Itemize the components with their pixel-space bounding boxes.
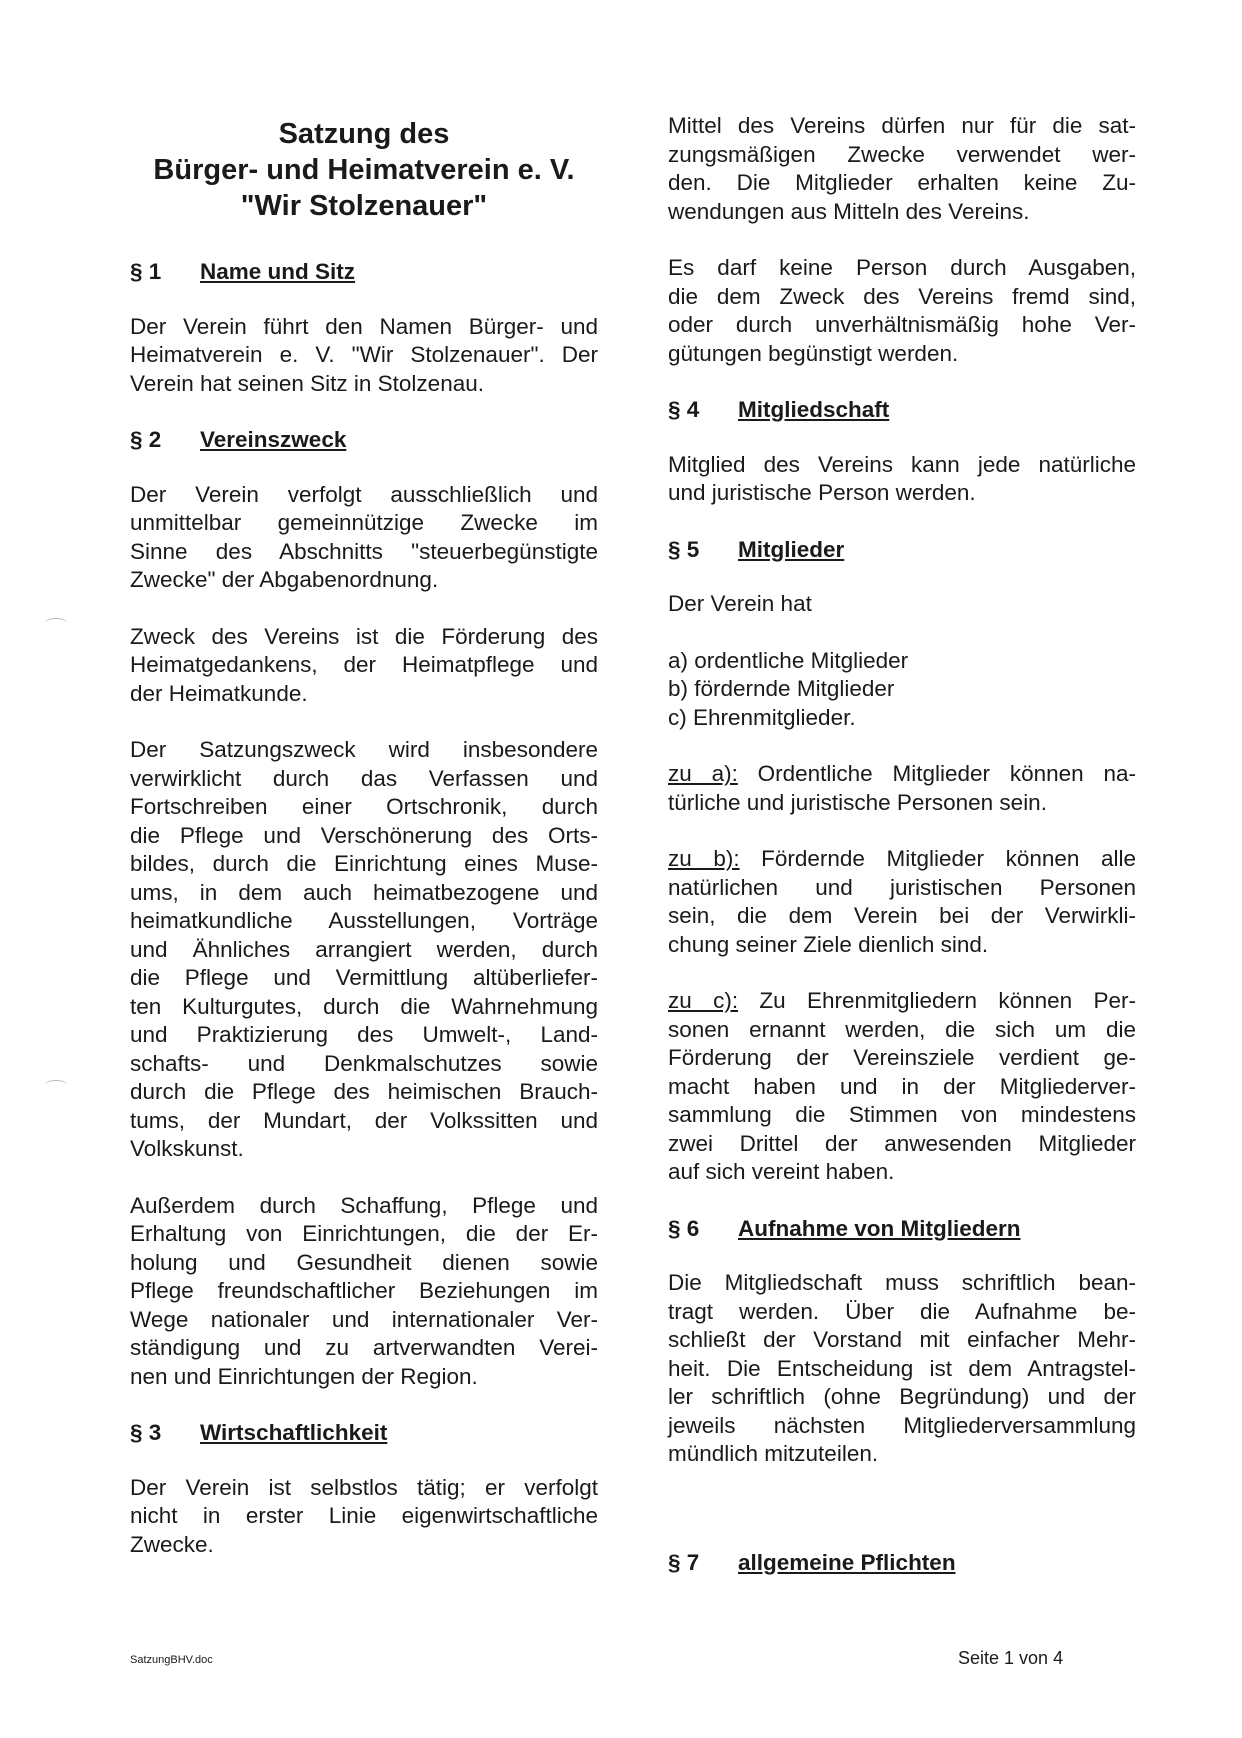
section-heading-1 — [130, 258, 598, 287]
text-line: verwirklicht durch das Verfassen und — [130, 765, 598, 791]
text-line: die Pflege und Vermittlung altüberliefer- — [130, 965, 598, 990]
text-line: Sinne des Abschnitts "steuerbegünstigte — [130, 538, 598, 564]
right-column — [668, 112, 1136, 1603]
section-heading-4 — [668, 396, 1136, 425]
text-line: sammlung die Stimmen von mindestens — [668, 1102, 1136, 1127]
section-number: § 1 — [130, 259, 162, 284]
text-line: Erhaltung von Einrichtungen, die der Er- — [130, 1221, 598, 1246]
text-line: auf sich vereint haben. — [668, 1159, 895, 1184]
spacer — [668, 1497, 1136, 1549]
text-line: Zwecke" der Abgabenordnung. — [130, 567, 439, 592]
text-line: nicht in erster Linie eigenwirtschaftliche — [130, 1503, 598, 1528]
text-line: Mitglied des Vereins kann jede natürliche — [668, 451, 1136, 477]
section-heading-6 — [668, 1215, 1136, 1244]
paragraph — [130, 1192, 598, 1392]
text-line: Fortschreiben einer Ortschronik, durch — [130, 794, 598, 819]
text-line: Förderung der Vereinsziele verdient ge- — [668, 1045, 1136, 1070]
list-item: a) ordentliche Mitglieder — [668, 647, 909, 673]
paragraph-zu-c — [668, 987, 1136, 1187]
text-line: holung und Gesundheit dienen sowie — [130, 1249, 598, 1275]
list-item: b) fördernde Mitglieder — [668, 676, 895, 701]
text-line: unmittelbar gemeinnützige Zwecke im — [130, 510, 598, 535]
text-line: und Ähnliches arrangiert werden, durch — [130, 936, 598, 962]
text-line: die dem Zweck des Vereins fremd sind, — [668, 283, 1136, 309]
section-title: Vereinszweck — [200, 427, 347, 452]
left-column — [130, 110, 598, 1587]
paragraph-zu-a — [668, 760, 1136, 817]
section-title: Wirtschaftlichkeit — [200, 1420, 388, 1445]
text-line: macht haben und in der Mitgliederver- — [668, 1073, 1136, 1099]
text-line: Mittel des Vereins dürfen nur für die sat- — [668, 113, 1136, 138]
section-title: allgemeine Pflichten — [738, 1549, 956, 1575]
scan-mark — [44, 1080, 68, 1091]
footer-page-number: Seite 1 von 4 — [958, 1648, 1064, 1668]
text-line: Außerdem durch Schaffung, Pflege und — [130, 1192, 598, 1218]
text-line: Der Verein hat — [668, 591, 812, 616]
text-line: den. Die Mitglieder erhalten keine Zu- — [668, 170, 1136, 195]
section-number: § 6 — [668, 1215, 700, 1241]
text-line: Volkskunst. — [130, 1136, 244, 1161]
text-line: Die Mitgliedschaft muss schriftlich bean- — [668, 1270, 1136, 1295]
text-line: natürlichen und juristischen Personen — [668, 874, 1136, 900]
text-line: ten Kulturgutes, durch die Wahrnehmung — [130, 993, 598, 1019]
text-line-content: Ordentliche Mitglieder können na- — [757, 761, 1136, 786]
text-line: Der Verein verfolgt ausschließlich und — [130, 481, 598, 507]
paragraph — [130, 481, 598, 595]
text-line: sein, die dem Verein bei der Verwirkli- — [668, 903, 1136, 928]
text-line: nen und Einrichtungen der Region. — [130, 1363, 478, 1389]
title-line-1: Satzung des — [278, 118, 450, 150]
zu-label: zu c): — [668, 988, 739, 1013]
text-line: schafts- und Denkmalschutzes sowie — [130, 1050, 598, 1076]
text-line: Heimatgedankens, der Heimatpflege und — [130, 652, 598, 677]
section-heading-3 — [130, 1419, 598, 1448]
text-line — [668, 987, 1136, 1016]
text-line: jeweils nächsten Mitgliederversammlung — [668, 1412, 1136, 1438]
scan-mark — [44, 618, 68, 629]
text-line-content: Zu Ehrenmitgliedern können Per- — [759, 988, 1136, 1013]
section-title: Mitglieder — [738, 536, 845, 562]
text-line: mündlich mitzuteilen. — [668, 1441, 879, 1466]
text-line: der Heimatkunde. — [130, 680, 308, 706]
text-line: und Praktizierung des Umwelt-, Land- — [130, 1022, 598, 1047]
section-number: § 5 — [668, 536, 700, 562]
text-line: ler schriftlich (ohne Begründung) und der — [668, 1384, 1136, 1409]
text-line: tums, der Mundart, der Volkssitten und — [130, 1107, 598, 1133]
list-item: c) Ehrenmitglieder. — [668, 704, 856, 730]
text-line: Der Verein ist selbstlos tätig; er verfolgt — [130, 1474, 598, 1500]
paragraph — [130, 736, 598, 1164]
member-types-list — [668, 647, 1136, 733]
footer-filename: SatzungBHV.doc — [130, 1654, 213, 1666]
section-number: § 3 — [130, 1420, 162, 1445]
text-line: türliche und juristische Personen sein. — [668, 789, 1047, 815]
text-line-content: Fördernde Mitglieder können alle — [761, 846, 1136, 871]
text-line: Wege nationaler und internationaler Ver- — [130, 1306, 598, 1332]
title-line-3: "Wir Stolzenauer" — [240, 190, 488, 222]
text-line: Zweck des Vereins ist die Förderung des — [130, 623, 598, 649]
text-line: heimatkundliche Ausstellungen, Vorträge — [130, 908, 598, 933]
paragraph-zu-b — [668, 845, 1136, 959]
section-heading-7 — [668, 1549, 1136, 1578]
zu-label: zu a): — [668, 761, 738, 786]
section-title: Name und Sitz — [200, 259, 356, 284]
paragraph — [668, 254, 1136, 368]
zu-label: zu b): — [668, 846, 740, 871]
paragraph — [130, 623, 598, 709]
text-line: durch die Pflege des heimischen Brauch- — [130, 1079, 598, 1104]
section-number: § 4 — [668, 397, 700, 422]
section-heading-2 — [130, 426, 598, 455]
text-line: Es darf keine Person durch Ausgaben, — [668, 255, 1136, 280]
text-line: Heimatverein e. V. "Wir Stolzenauer". Der — [130, 342, 598, 367]
text-line: Der Satzungszweck wird insbesondere — [130, 737, 598, 762]
text-line: Zwecke. — [130, 1531, 214, 1557]
text-line: heit. Die Entscheidung ist dem Antragstel- — [668, 1355, 1136, 1381]
section-title: Aufnahme von Mitgliedern — [738, 1215, 1021, 1241]
text-line: ums, in dem auch heimatbezogene und — [130, 879, 598, 905]
text-line: schließt der Vorstand mit einfacher Mehr- — [668, 1327, 1136, 1352]
text-line: zwei Drittel der anwesenden Mitglieder — [668, 1130, 1136, 1156]
section-title: Mitgliedschaft — [738, 397, 890, 422]
section-number: § 2 — [130, 427, 162, 452]
paragraph — [130, 1474, 598, 1560]
text-line: ständigung und zu artverwandten Verei- — [130, 1335, 598, 1360]
text-line: bildes, durch die Einrichtung eines Muse- — [130, 851, 598, 876]
text-line: und juristische Person werden. — [668, 480, 976, 505]
text-line: oder durch unverhältnismäßig hohe Ver- — [668, 312, 1136, 337]
section-heading-5 — [668, 536, 1136, 565]
text-line: wendungen aus Mitteln des Vereins. — [668, 198, 1030, 224]
paragraph — [130, 313, 598, 399]
paragraph — [668, 590, 1136, 619]
text-line — [668, 845, 1136, 874]
text-line — [668, 760, 1136, 789]
text-line: gütungen begünstigt werden. — [668, 340, 959, 366]
text-line: zungsmäßigen Zwecke verwendet wer- — [668, 141, 1136, 167]
text-line: Verein hat seinen Sitz in Stolzenau. — [130, 370, 484, 396]
paragraph — [668, 1269, 1136, 1469]
text-line: die Pflege und Verschönerung des Orts- — [130, 822, 598, 848]
text-line: Pflege freundschaftlicher Beziehungen im — [130, 1278, 598, 1303]
section-number: § 7 — [668, 1549, 700, 1575]
text-line: sonen ernannt werden, die sich um die — [668, 1016, 1136, 1042]
paragraph — [668, 112, 1136, 226]
text-line: Der Verein führt den Namen Bürger- und — [130, 313, 598, 339]
document-title — [130, 116, 598, 224]
text-line: tragt werden. Über die Aufnahme be- — [668, 1298, 1136, 1324]
paragraph — [668, 451, 1136, 508]
text-line: chung seiner Ziele dienlich sind. — [668, 931, 989, 957]
title-line-2: Bürger- und Heimatverein e. V. — [153, 154, 575, 186]
